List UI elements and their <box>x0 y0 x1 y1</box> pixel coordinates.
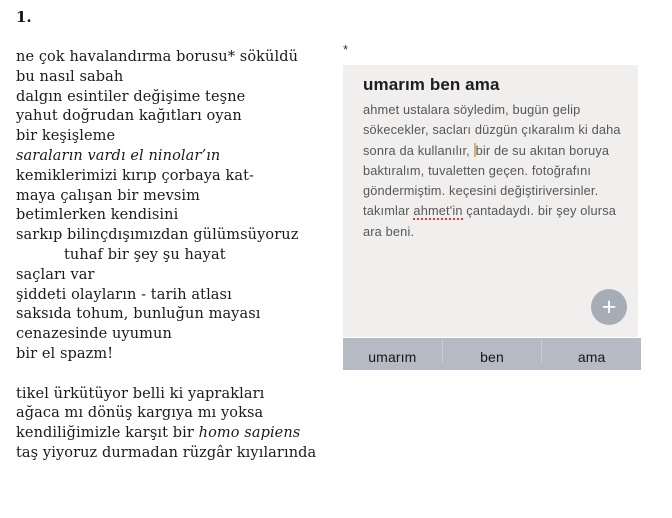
poem-line <box>16 286 316 306</box>
poem-text-segment: betimlerken kendisini <box>16 207 179 224</box>
poem-line <box>16 226 316 246</box>
note-body-line <box>363 100 630 120</box>
poem-text-segment: tikel ürkütüyor belli ki yaprakları <box>16 385 265 402</box>
note-text-segment: baktıralım, tuvaletten geçen. fotoğrafını <box>363 162 592 178</box>
note-body-line <box>363 161 630 181</box>
poem-section <box>16 8 316 464</box>
poem-line <box>16 266 316 286</box>
poem-line <box>16 88 316 108</box>
poem-line <box>16 48 316 68</box>
poem-line <box>16 305 316 325</box>
note-body[interactable] <box>363 100 630 242</box>
poem-text-segment: tuhaf bir şey şu hayat <box>64 246 226 263</box>
suggestion-ben[interactable]: ben <box>480 348 504 365</box>
note-text-segment: sonra da kullanılır, <box>363 142 474 158</box>
poem-line <box>16 147 316 167</box>
poem-line <box>16 127 316 147</box>
poem-line <box>16 345 316 365</box>
note-body-line <box>363 201 630 221</box>
poem-line <box>16 404 316 424</box>
plus-icon: + <box>601 292 617 321</box>
note-body-line <box>363 181 630 201</box>
poem-text-segment: bir keşişleme <box>16 128 116 145</box>
poem-line <box>16 167 316 187</box>
poem-line <box>16 444 316 464</box>
section-number: 1. <box>16 8 32 26</box>
poem-text-segment: bir el spazm! <box>16 345 114 362</box>
poem-text-segment: kendiliğimizle karşıt bir <box>16 425 199 442</box>
poem-text-segment: cenazesinde uyumun <box>16 326 172 343</box>
poem-line <box>16 246 316 266</box>
note-text-segment: göndermiştim. keçesini değiştiriversinler. <box>363 183 599 199</box>
poem-line <box>16 385 316 405</box>
poem-text-segment: dalgın esintiler değişime teşne <box>16 88 246 105</box>
note-body-line <box>363 141 630 161</box>
poem-text-segment: sarkıp bilinçdışımızdan gülümsüyoruz <box>16 227 299 244</box>
note-text-segment: sökecekler, sacları düzgün çıkaralım ki daha <box>363 122 621 138</box>
note-card[interactable] <box>343 65 638 337</box>
poem-text-segment: şiddeti olayların - tarih atlası <box>16 286 232 303</box>
poem-lines <box>16 48 316 464</box>
poem-italic-segment: saraların vardı el ninolar’ın <box>16 147 221 164</box>
footnote-marker: * <box>343 42 349 57</box>
poem-line <box>16 325 316 345</box>
poem-text-segment: saçları var <box>16 266 95 283</box>
note-title: umarım ben ama <box>363 75 500 94</box>
suggestion-bar <box>343 338 641 370</box>
suggestion-umarım[interactable]: umarım <box>368 348 417 365</box>
poem-text-segment: kemiklerimizi kırıp çorbaya kat- <box>16 167 254 184</box>
poem-line <box>16 107 316 127</box>
poem-line <box>16 424 316 444</box>
poem-text-segment: yahut doğrudan kağıtları oyan <box>16 108 242 125</box>
poem-text-segment: bu nasıl sabah <box>16 68 124 85</box>
poem-line <box>16 187 316 207</box>
misspelled-word: ahmet'in <box>413 203 463 219</box>
add-button[interactable] <box>591 289 627 325</box>
poem-italic-segment: homo sapiens <box>198 425 301 442</box>
note-body-line <box>363 120 630 140</box>
note-text-segment: çantadaydı. bir şey olursa <box>462 203 617 219</box>
note-text-segment: ahmet ustalara söyledim, bugün gelip <box>363 102 581 117</box>
poem-text-segment: taş yiyoruz durmadan rüzgâr kıyılarında <box>16 444 317 461</box>
suggestion-ama[interactable]: ama <box>577 348 606 365</box>
note-text-segment: ara beni. <box>363 223 415 239</box>
poem-line <box>16 68 316 88</box>
poem-text-segment: saksıda tohum, bunluğun mayası <box>16 306 261 323</box>
note-text-segment: takımlar <box>363 203 414 219</box>
poem-text-segment: ağaca mı dönüş kargıya mı yoksa <box>16 405 264 422</box>
poem-line <box>16 206 316 226</box>
poem-text-segment: ne çok havalandırma borusu* söküldü <box>16 49 299 65</box>
poem-text-segment: maya çalışan bir mevsim <box>16 187 201 204</box>
note-body-line <box>363 222 630 242</box>
note-text-segment: bir de su akıtan boruya <box>475 142 610 158</box>
